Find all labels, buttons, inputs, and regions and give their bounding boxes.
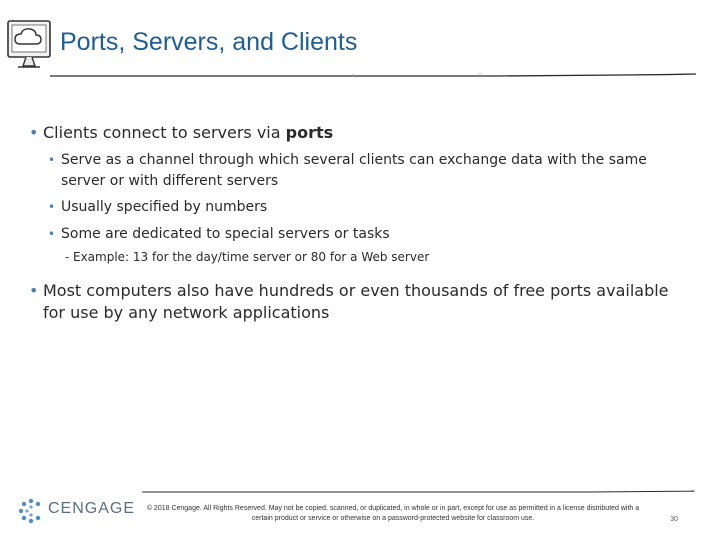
footer-divider — [140, 487, 695, 497]
cloud-monitor-icon — [6, 18, 52, 74]
cengage-logo — [18, 497, 148, 523]
bullet-dash: - — [65, 250, 70, 264]
cengage-mark-icon — [18, 497, 44, 523]
bullet-dot: • — [48, 200, 56, 214]
bullet-dot: • — [29, 123, 39, 142]
sub-bullet-text: Some are dedicated to special servers or tasks — [61, 226, 390, 242]
sub-sub-bullet-text: Example: 13 for the day/time server or 80 for a Web server — [73, 250, 430, 264]
sub-bullet-item — [48, 197, 671, 218]
bullet-text: Most computers also have hundreds or even thousands of free ports available for use by any network applications — [43, 281, 669, 322]
sub-bullet-item — [48, 224, 671, 245]
copyright-notice: © 2018 Cengage. All Rights Reserved. May not be copied, scanned, or duplicated, in whole or in part, except for use as permitted in a license distributed with a certain product or service or otherwise on a password-protected website for classroom use. — [146, 505, 640, 522]
sub-bullet-text: Serve as a channel through which several clients can exchange data with the same server or with different servers — [61, 152, 647, 189]
title-underline — [48, 70, 698, 82]
sub-sub-bullet-item — [65, 249, 673, 266]
sub-bullet-item — [48, 150, 671, 192]
sub-bullet-text: Usually specified by numbers — [61, 199, 268, 215]
logo-text: CENGAGE — [48, 500, 136, 517]
bullet-dot: • — [29, 281, 39, 300]
bullet-dot: • — [48, 227, 56, 241]
bullet-text: Clients connect to servers via — [43, 123, 286, 142]
bullet-item — [29, 122, 683, 144]
bullet-emphasis: ports — [285, 123, 334, 142]
bullet-item — [29, 280, 693, 324]
slide-title: Ports, Servers, and Clients — [60, 28, 358, 56]
bullet-dot: • — [48, 153, 56, 167]
page-number: 30 — [670, 516, 678, 523]
